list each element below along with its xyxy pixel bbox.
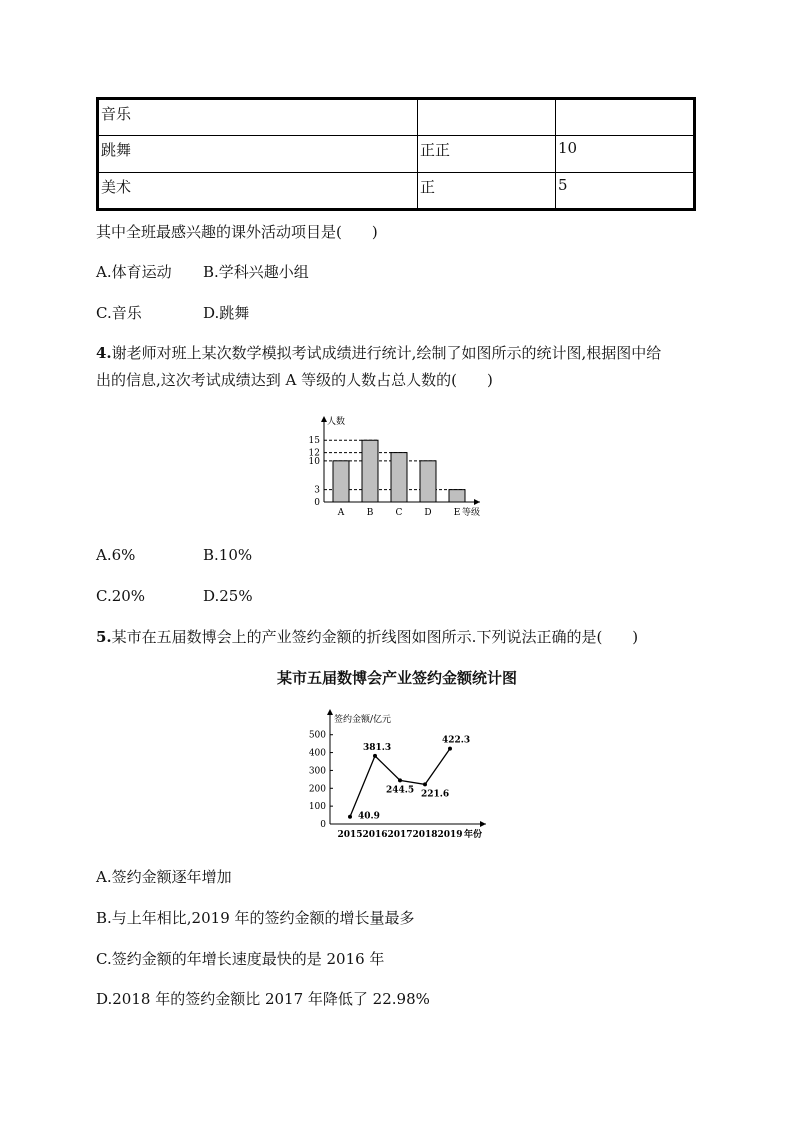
y-tick-label: 0 xyxy=(314,498,320,508)
q3-option-b: B.学科兴趣小组 xyxy=(203,263,309,281)
y-tick-label: 200 xyxy=(308,784,326,795)
x-tick-label: 2019 xyxy=(437,830,463,840)
data-label: 40.9 xyxy=(358,811,380,822)
q4-option-d: D.25% xyxy=(203,587,253,605)
data-point xyxy=(448,747,452,751)
data-point xyxy=(373,754,377,758)
bar xyxy=(449,490,465,502)
data-label: 221.6 xyxy=(421,789,450,800)
q4-stem-line1 xyxy=(96,343,661,363)
y-tick-label: 3 xyxy=(314,485,320,496)
table-row xyxy=(98,173,695,210)
q4-option-b: B.10% xyxy=(203,546,253,564)
q5-option-c: C.签约金额的年增长速度最快的是 2016 年 xyxy=(96,950,385,968)
data-label: 422.3 xyxy=(442,735,471,746)
x-tick-label: A xyxy=(337,508,345,518)
x-axis-arrow xyxy=(474,499,480,505)
q4-stem-line2: 出的信息,这次考试成绩达到 A 等级的人数占总人数的( ) xyxy=(96,371,493,389)
y-tick-label: 15 xyxy=(308,436,320,447)
y-tick-label: 0 xyxy=(320,820,326,830)
data-point xyxy=(348,815,352,819)
bar xyxy=(391,453,407,502)
x-tick-label: D xyxy=(424,508,432,518)
data-label: 244.5 xyxy=(386,785,415,796)
q3-option-d: D.跳舞 xyxy=(203,304,250,322)
y-tick-label: 400 xyxy=(308,748,326,759)
q5-stem-text: 某市在五届数博会上的产业签约金额的折线图如图所示.下列说法正确的是( ) xyxy=(111,628,639,646)
series-line xyxy=(350,749,450,817)
q5-number: 5. xyxy=(96,628,112,646)
table-cell: 正正 xyxy=(418,136,556,173)
activity-tally-table xyxy=(96,97,696,211)
grade-bar-chart xyxy=(300,412,500,520)
q5-option-b: B.与上年相比,2019 年的签约金额的增长量最多 xyxy=(96,909,415,927)
table-cell xyxy=(556,99,695,136)
data-point xyxy=(423,782,427,786)
y-axis-arrow xyxy=(327,709,333,715)
q4-stem-text: 谢老师对班上某次数学模拟考试成绩进行统计,绘制了如图所示的统计图,根据图中给 xyxy=(111,344,662,362)
line-chart-title: 某市五届数博会产业签约金额统计图 xyxy=(276,669,517,687)
y-tick-label: 100 xyxy=(308,802,326,813)
x-axis-arrow xyxy=(480,821,486,827)
q5-option-a: A.签约金额逐年增加 xyxy=(96,868,232,886)
y-tick-label: 500 xyxy=(308,730,326,741)
table-cell: 音乐 xyxy=(98,99,418,136)
x-tick-label: E xyxy=(453,508,461,518)
table-cell: 美术 xyxy=(98,173,418,210)
table-cell: 10 xyxy=(556,136,695,173)
table-cell: 5 xyxy=(556,173,695,210)
q4-option-a: A.6% xyxy=(96,546,136,564)
data-point xyxy=(398,778,402,782)
x-tick-label: C xyxy=(395,508,403,518)
q3-stem: 其中全班最感兴趣的课外活动项目是( ) xyxy=(96,223,378,241)
table-row xyxy=(98,136,695,173)
y-tick-label: 10 xyxy=(308,456,320,467)
y-axis-label: 签约金额/亿元 xyxy=(334,715,392,725)
q4-number: 4. xyxy=(96,344,112,362)
x-tick-label: 2017 xyxy=(387,830,413,840)
x-tick-label: B xyxy=(366,508,374,518)
contract-line-chart xyxy=(300,706,500,844)
x-axis-label: 年份 xyxy=(464,830,483,840)
table-cell: 正 xyxy=(418,173,556,210)
q4-option-c: C.20% xyxy=(96,587,146,605)
bar xyxy=(420,461,436,502)
x-tick-label: 2015 xyxy=(337,830,363,840)
table-cell xyxy=(418,99,556,136)
bar xyxy=(362,440,378,502)
x-axis-label: 等级 xyxy=(462,508,481,518)
x-tick-label: 2018 xyxy=(412,830,438,840)
data-label: 381.3 xyxy=(363,742,392,753)
y-tick-label: 12 xyxy=(308,448,320,459)
x-tick-label: 2016 xyxy=(362,830,388,840)
y-axis-label: 人数 xyxy=(327,417,346,427)
q3-option-c: C.音乐 xyxy=(96,304,142,322)
bar xyxy=(333,461,349,502)
table-row xyxy=(98,99,695,136)
q3-option-a: A.体育运动 xyxy=(96,263,172,281)
table-cell: 跳舞 xyxy=(98,136,418,173)
q5-stem xyxy=(96,627,638,647)
q5-option-d: D.2018 年的签约金额比 2017 年降低了 22.98% xyxy=(96,990,430,1008)
y-tick-label: 300 xyxy=(308,766,326,777)
